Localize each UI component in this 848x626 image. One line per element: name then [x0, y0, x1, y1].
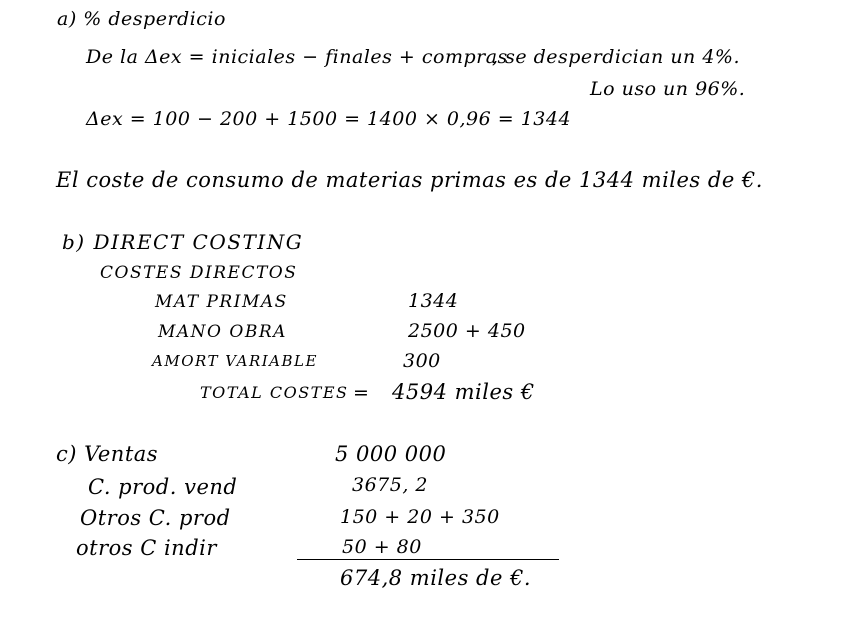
sum-rule-line: [297, 559, 559, 560]
part-c-row-label: otros C indir: [76, 536, 217, 560]
part-b-row-label: AMORT VARIABLE: [152, 352, 318, 370]
part-a-line1-right: , se desperdician un 4%.: [492, 46, 741, 68]
part-c-row-label: C. prod. vend: [88, 475, 238, 499]
part-b-row-value: 2500 + 450: [408, 320, 526, 342]
part-b-row-value: 1344: [408, 290, 459, 312]
part-c-row-value: 50 + 80: [342, 536, 422, 558]
part-b-header: b) DIRECT COSTING: [62, 230, 304, 254]
part-a-line1-left: De la Δex = iniciales − finales + compras: [86, 46, 508, 68]
part-c-row-value: 150 + 20 + 350: [340, 506, 500, 528]
part-b-row-label: MAT PRIMAS: [155, 292, 288, 312]
part-c-header: c) Ventas: [56, 442, 159, 466]
part-c-header-value: 5 000 000: [335, 442, 447, 466]
part-b-row-value: 300: [403, 350, 441, 372]
part-b-total-value: 4594 miles €: [392, 380, 535, 404]
part-c-row-value: 3675, 2: [352, 474, 429, 496]
part-a-header: a) % desperdicio: [57, 8, 226, 30]
part-a-calculation: Δex = 100 − 200 + 1500 = 1400 × 0,96 = 1344: [86, 108, 572, 130]
part-c-row-label: Otros C. prod: [80, 506, 231, 530]
part-b-total-equals: =: [353, 382, 370, 404]
part-c-result: 674,8 miles de €.: [340, 566, 532, 590]
part-a-line2: Lo uso un 96%.: [590, 78, 746, 100]
part-b-row-label: MANO OBRA: [158, 322, 287, 342]
part-a-conclusion: El coste de consumo de materias primas es de 1344 miles de €.: [56, 168, 763, 192]
part-b-total-label: TOTAL COSTES: [200, 383, 349, 402]
part-b-subheader: COSTES DIRECTOS: [100, 263, 298, 283]
